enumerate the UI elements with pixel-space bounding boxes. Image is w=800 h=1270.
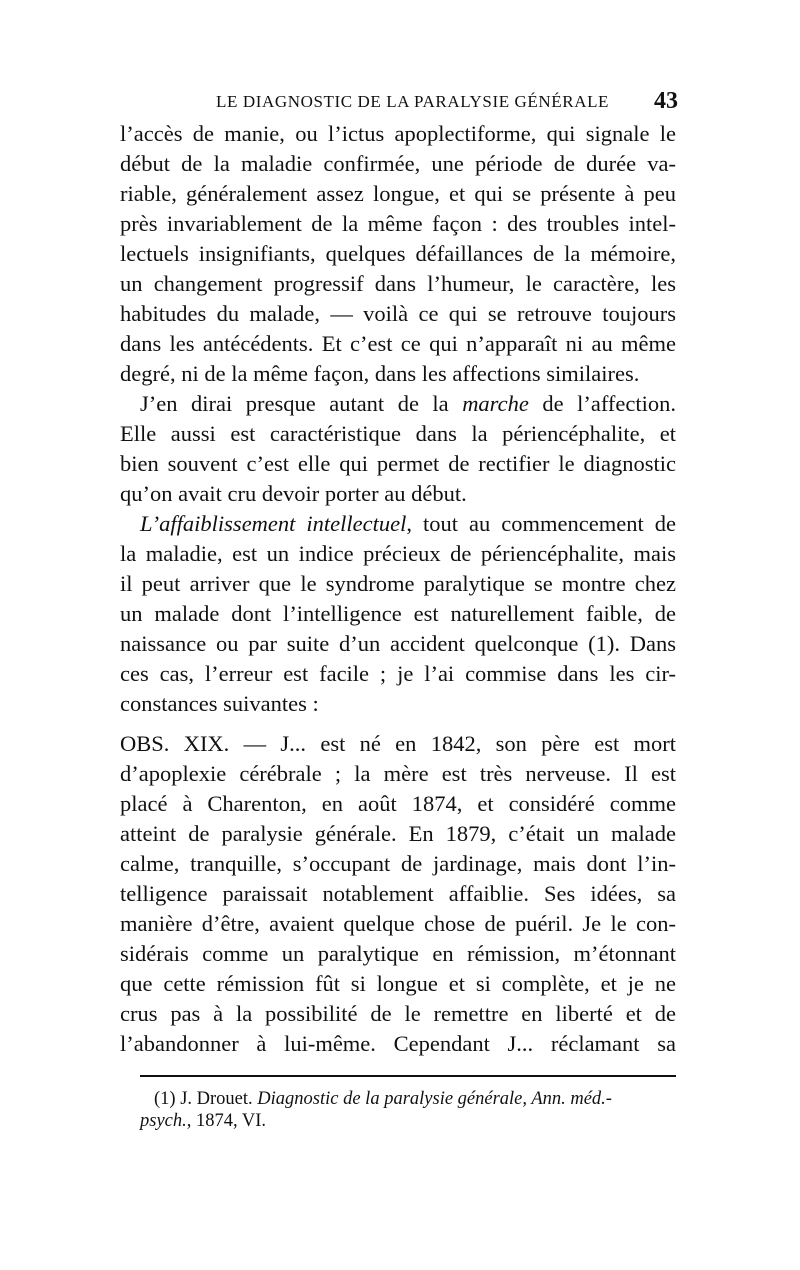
footnote	[140, 1088, 676, 1132]
text-line: OBS. XIX. — J... est né en 1842, son père est mort	[120, 731, 676, 756]
text-line: l’accès de manie, ou l’ictus apoplectiforme, qui signale le	[120, 121, 676, 146]
running-head	[120, 88, 678, 118]
footnote-rule	[140, 1075, 676, 1077]
footnote-line	[140, 1110, 676, 1132]
footnote-citation: , 1874, VI.	[186, 1111, 267, 1131]
text-line: d’apoplexie cérébrale ; la mère est très nerveuse. Il est	[120, 761, 676, 786]
text-line: ces cas, l’erreur est facile ; je l’ai commise dans les cir-	[120, 661, 676, 686]
text-line: constances suivantes :	[120, 691, 319, 716]
text-line: la maladie, est un indice précieux de périencéphalite, mais	[120, 541, 676, 566]
text-line: naissance ou par suite d’un accident quelconque (1). Dans	[120, 631, 676, 656]
text-line: lectuels insignifiants, quelques défaillances de la mémoire,	[120, 241, 676, 266]
text-line: telligence paraissait notablement affaiblie. Ses idées, sa	[120, 881, 676, 906]
text-line: qu’on avait cru devoir porter au début.	[120, 481, 467, 506]
running-title: LE DIAGNOSTIC DE LA PARALYSIE GÉNÉRALE	[216, 92, 610, 111]
text-line: crus pas à la possibilité de le remettre en liberté et de	[120, 1001, 676, 1026]
emphasis: marche	[462, 391, 529, 416]
text-line: manière d’être, avaient quelque chose de puéril. Je le con-	[120, 911, 676, 936]
text-line: L’affaiblissement intellectuel, tout au commencement de	[140, 511, 676, 536]
text-line: calme, tranquille, s’occupant de jardinage, mais dont l’in-	[120, 851, 676, 876]
text-line: que cette rémission fût si longue et si complète, et je ne	[120, 971, 676, 996]
text-line: bien souvent c’est elle qui permet de rectifier le diagnostic	[120, 451, 676, 476]
main-text	[120, 119, 676, 719]
text-line: près invariablement de la même façon : des troubles intel-	[120, 211, 676, 236]
footnote-title: Diagnostic de la paralysie générale, Ann. méd.-	[257, 1089, 612, 1109]
text-line: placé à Charenton, en août 1874, et considéré comme	[120, 791, 676, 816]
observation-text	[120, 729, 676, 1059]
text-line: habitudes du malade, — voilà ce qui se retrouve toujours	[120, 301, 676, 326]
footnote-line	[140, 1088, 676, 1110]
text-line: un changement progressif dans l’humeur, le caractère, les	[120, 271, 676, 296]
text-line: degré, ni de la même façon, dans les affections similaires.	[120, 361, 640, 386]
text-line: début de la maladie confirmée, une période de durée va-	[120, 151, 676, 176]
text-line: il peut arriver que le syndrome paralytique se montre chez	[120, 571, 676, 596]
text-line: dans les antécédents. Et c’est ce qui n’apparaît ni au même	[120, 331, 676, 356]
footnote-ref: (1) J. Drouet.	[154, 1089, 258, 1109]
text-line: l’abandonner à lui-même. Cependant J... réclamant sa	[120, 1031, 676, 1056]
text-line: atteint de paralysie générale. En 1879, c’était un malade	[120, 821, 676, 846]
text-line: riable, généralement assez longue, et qui se présente à peu	[120, 181, 676, 206]
page-number: 43	[654, 88, 678, 114]
footnote-journal: psych.	[140, 1111, 187, 1131]
text-line: sidérais comme un paralytique en rémission, m’étonnant	[120, 941, 676, 966]
emphasis: L’affaiblissement intellectuel	[140, 511, 407, 536]
text-line: Elle aussi est caractéristique dans la périencéphalite, et	[120, 421, 676, 446]
text-line: J’en dirai presque autant de la marche de l’affection.	[140, 391, 677, 416]
text-line: un malade dont l’intelligence est naturellement faible, de	[120, 601, 676, 626]
